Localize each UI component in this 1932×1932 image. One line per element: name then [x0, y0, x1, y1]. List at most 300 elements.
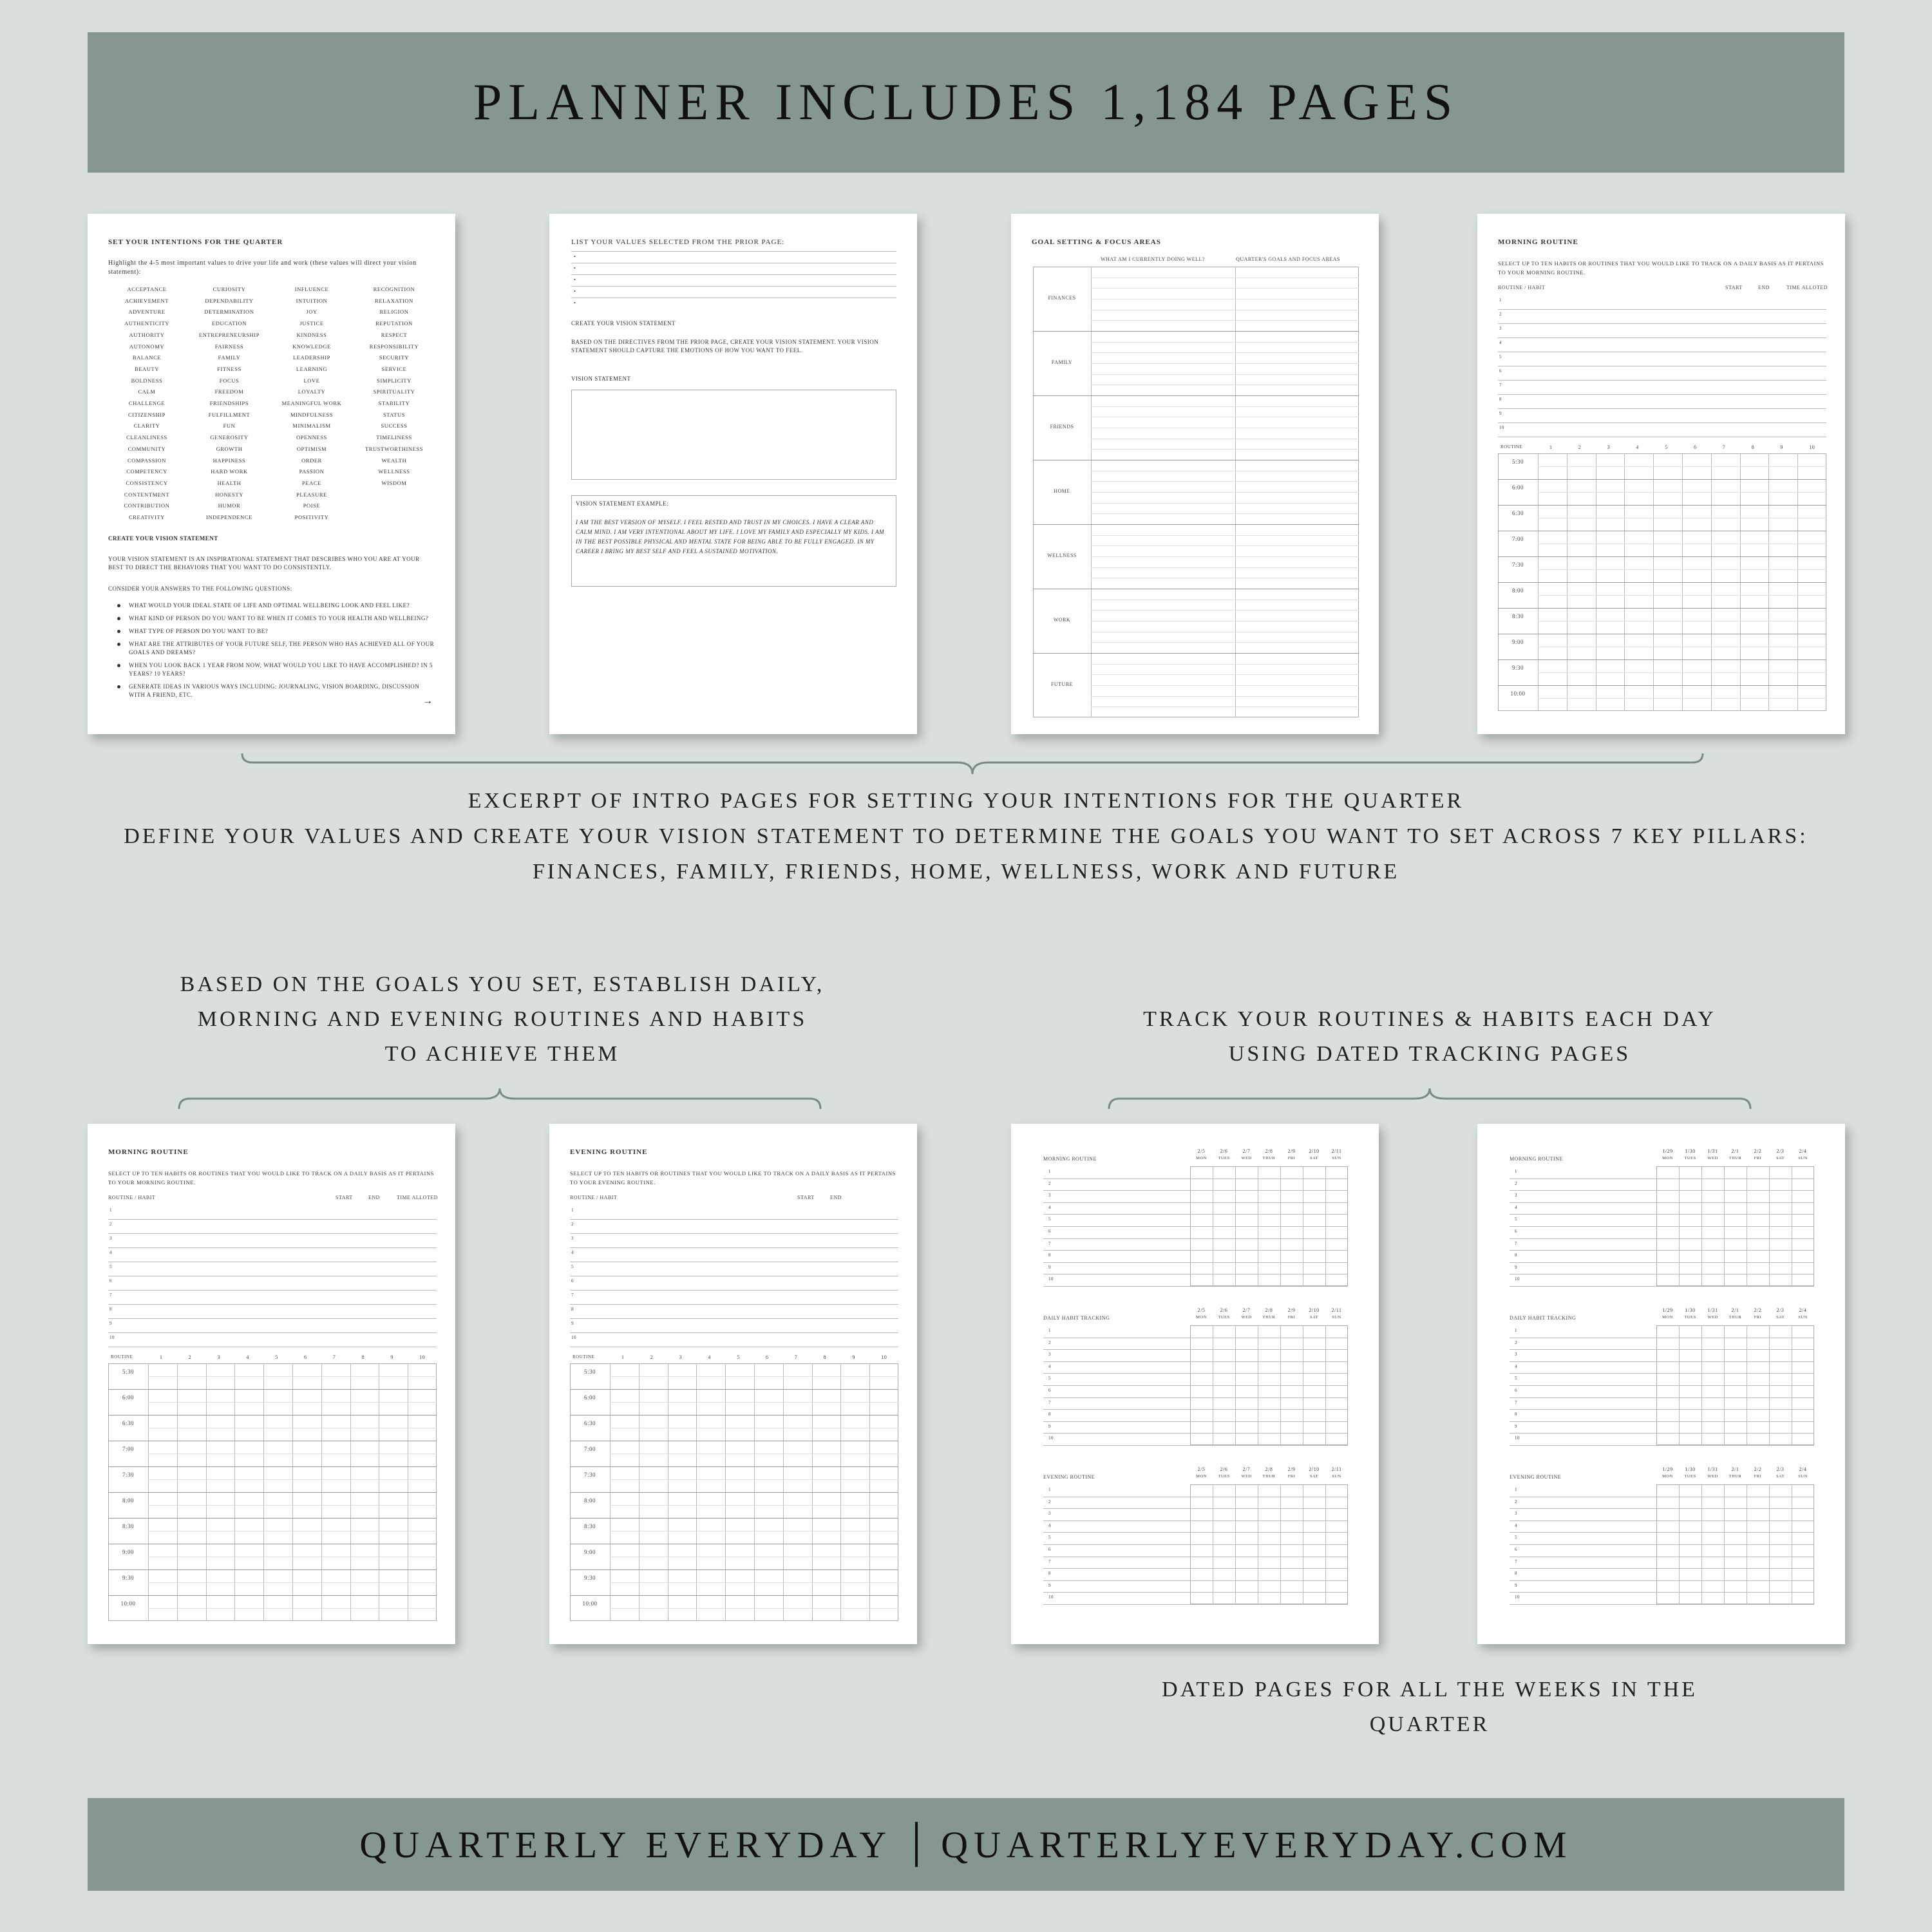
habit-line: [108, 1219, 437, 1220]
tracking-row-line: [1510, 1385, 1814, 1386]
time-label: 9:30: [583, 1575, 596, 1581]
value-word: INTUITION: [296, 297, 328, 304]
tracking-date: 2/10: [1309, 1466, 1320, 1472]
value-word: RECOGNITION: [373, 286, 415, 292]
value-word: CONTRIBUTION: [124, 502, 170, 509]
track-caption-2: USING DATED TRACKING PAGES: [1228, 1042, 1631, 1066]
tracking-day: THUR: [1262, 1474, 1276, 1479]
tracking-row-line: [1510, 1445, 1814, 1446]
vision-example-label: VISION STATEMENT EXAMPLE:: [576, 500, 669, 507]
routines-caption-1: BASED ON THE GOALS YOU SET, ESTABLISH DAILY,: [180, 972, 825, 996]
tracking-row-number: 2: [1515, 1499, 1517, 1504]
routine-col-number: 1: [160, 1354, 163, 1360]
routine-col-number: 5: [1665, 444, 1668, 450]
value-word: COMMUNITY: [128, 445, 166, 452]
goal-row-line: [1091, 449, 1359, 450]
goal-row-line: [1091, 503, 1359, 504]
page-title: PLANNER INCLUDES 1,184 PAGES: [473, 73, 1459, 131]
routine-col-number: 2: [188, 1354, 192, 1360]
routine-description: SELECT UP TO TEN HABITS OR ROUTINES THAT YOU WOULD LIKE TO TRACK ON A DAILY BASIS AS IT PERTAINS TO YOUR MORNING ROUTINE.: [1498, 260, 1824, 276]
question-item: [108, 627, 437, 636]
goal-row-line: [1091, 545, 1359, 546]
habit-number: 8: [109, 1307, 112, 1312]
tracking-section-title: MORNING ROUTINE: [1043, 1156, 1097, 1162]
grid-half-line: [610, 1479, 898, 1480]
tracking-row-number: 9: [1048, 1582, 1051, 1588]
value-word: [353, 490, 435, 500]
goal-row-line: [1091, 610, 1359, 611]
tracking-date: 1/31: [1707, 1466, 1718, 1472]
grid-row-line: [1498, 608, 1826, 609]
routine-col-number: 10: [881, 1354, 887, 1360]
tracking-row-number: 2: [1048, 1340, 1051, 1345]
tracking-row-number: 1: [1048, 1328, 1051, 1333]
question-text: WHAT KIND OF PERSON DO YOU WANT TO BE WHEN IT COMES TO YOUR HEALTH AND WELLBEING?: [129, 615, 429, 621]
goal-section-line: [1033, 331, 1359, 332]
time-label: 8:30: [122, 1523, 134, 1530]
tracking-date: 2/5: [1197, 1148, 1206, 1154]
habit-line: [1498, 337, 1826, 338]
grid-row-line: [108, 1595, 437, 1596]
tracking-row-line: [1043, 1202, 1348, 1203]
value-word: MINDFULNESS: [290, 411, 334, 418]
tracking-row-line: [1043, 1544, 1348, 1545]
time-label: 6:00: [1511, 484, 1524, 491]
grid-row-line: [1498, 479, 1826, 480]
value-word: [353, 513, 435, 522]
value-word: BOLDNESS: [131, 377, 163, 384]
value-line: [571, 286, 896, 287]
routine-col-number: 9: [1780, 444, 1783, 450]
time-label: 5:30: [583, 1368, 596, 1375]
tracking-date: 2/4: [1799, 1148, 1807, 1154]
line-bullet-icon: •: [574, 265, 576, 271]
bullet-icon: [117, 617, 120, 620]
value-word: POSITIVITY: [294, 514, 329, 521]
routine-habit-header: ROUTINE / HABIT: [570, 1195, 618, 1200]
value-word: ENTREPRENEURSHIP: [198, 331, 260, 338]
routine-col-number: 6: [304, 1354, 307, 1360]
value-word: CONTENTMENT: [124, 491, 170, 498]
question-item: [108, 661, 437, 678]
tracking-row-line: [1043, 1433, 1348, 1434]
goal-area-label: WORK: [1053, 617, 1071, 623]
tracking-row-number: 8: [1048, 1253, 1051, 1258]
habit-number: 1: [109, 1208, 112, 1213]
goal-row-line: [1091, 674, 1359, 675]
line-bullet-icon: •: [574, 300, 576, 306]
tracking-row-number: 3: [1515, 1352, 1517, 1358]
goal-row-line: [1091, 685, 1359, 686]
value-word: MEANINGFUL WORK: [281, 400, 342, 407]
tracking-row-line: [1510, 1214, 1814, 1215]
tracking-date: 2/1: [1731, 1307, 1739, 1313]
tracking-row-line: [1043, 1409, 1348, 1410]
routine-col-number: 7: [794, 1354, 798, 1360]
tracking-date: 2/5: [1197, 1307, 1206, 1313]
tracking-row-number: 8: [1048, 1571, 1051, 1577]
intentions-page: [88, 214, 455, 734]
evening-routine-page: [549, 1124, 917, 1644]
tracking-date: 2/2: [1754, 1466, 1762, 1472]
tracking-day: SAT: [1309, 1315, 1319, 1320]
routine-description: SELECT UP TO TEN HABITS OR ROUTINES THAT YOU WOULD LIKE TO TRACK ON A DAILY BASIS AS IT PERTAINS TO YOUR MORNING ROUTINE.: [108, 1170, 435, 1186]
value-word: OPTIMISM: [296, 445, 327, 452]
grid-half-line: [1538, 466, 1826, 467]
routine-col-number: 7: [332, 1354, 336, 1360]
goal-setting-page: [1011, 214, 1379, 734]
header-banner: [88, 32, 1844, 173]
consider-text: CONSIDER YOUR ANSWERS TO THE FOLLOWING QUESTIONS:: [108, 585, 292, 592]
tracking-row-number: 8: [1515, 1412, 1517, 1417]
tracking-row-line: [1510, 1409, 1814, 1410]
tracking-row-number: 10: [1048, 1276, 1054, 1282]
goal-area-label: FAMILY: [1051, 359, 1073, 365]
routine-col-number: 1: [621, 1354, 625, 1360]
value-word: TIMELINESS: [376, 434, 412, 441]
tracking-row-line: [1043, 1397, 1348, 1398]
bullet-icon: [117, 664, 120, 667]
value-word: DEPENDABILITY: [205, 297, 254, 304]
value-word: INDEPENDENCE: [206, 514, 252, 521]
value-word: SPIRITUALITY: [373, 388, 415, 395]
tracking-row-number: 7: [1048, 1399, 1051, 1405]
time-label: 10:00: [582, 1600, 598, 1607]
tracking-section-title: MORNING ROUTINE: [1510, 1156, 1563, 1162]
tracking-row-line: [1510, 1349, 1814, 1350]
tracking-row-number: 5: [1048, 1535, 1051, 1540]
tracking-row-number: 10: [1515, 1595, 1520, 1600]
tracking-row-line: [1043, 1238, 1348, 1239]
tracking-day: SUN: [1332, 1156, 1341, 1160]
question-text: GENERATE IDEAS IN VARIOUS WAYS INCLUDING: JOURNALING, VISION BOARDING, DISCUSSION WITH A FRIEND, ETC.: [129, 683, 420, 698]
habit-number: 8: [1499, 397, 1502, 402]
tracking-day: TUES: [1218, 1474, 1230, 1479]
end-header: END: [1758, 285, 1770, 290]
value-word: HONESTY: [215, 491, 243, 498]
tracking-row-number: 10: [1048, 1595, 1054, 1600]
value-word: SIMPLICITY: [377, 377, 412, 384]
tracking-day: SAT: [1309, 1474, 1319, 1479]
bullet-icon: [117, 604, 120, 607]
routine-grid-label: ROUTINE: [1501, 444, 1523, 450]
tracking-date: 2/11: [1331, 1466, 1342, 1472]
tracking-date: 2/8: [1265, 1466, 1273, 1472]
habit-line: [1498, 394, 1826, 395]
grid-half-line: [610, 1402, 898, 1403]
tracking-date: 2/9: [1287, 1148, 1296, 1154]
line-bullet-icon: •: [574, 277, 576, 283]
footer-banner: [88, 1798, 1844, 1891]
value-word: FREEDOM: [214, 388, 244, 395]
time-label: 10:00: [120, 1600, 136, 1607]
tracking-day: SAT: [1776, 1474, 1785, 1479]
tracking-row-line: [1043, 1373, 1348, 1374]
habit-line: [108, 1247, 437, 1248]
goal-area-label: WELLNESS: [1047, 553, 1077, 558]
value-word: OPENNESS: [296, 434, 327, 441]
tracking-day: THUR: [1262, 1315, 1276, 1320]
tracking-day: WED: [1707, 1474, 1718, 1479]
tracking-day: WED: [1241, 1474, 1252, 1479]
tracking-row-number: 1: [1048, 1169, 1051, 1174]
tracking-row-number: 9: [1048, 1423, 1051, 1429]
routine-col-number: 2: [650, 1354, 654, 1360]
habit-number: 5: [109, 1264, 112, 1269]
tracking-row-line: [1043, 1214, 1348, 1215]
tracking-row-number: 8: [1515, 1253, 1517, 1258]
tracking-row-number: 10: [1515, 1435, 1520, 1441]
tracking-row-line: [1510, 1361, 1814, 1362]
value-word: LOYALTY: [298, 388, 326, 395]
goal-row-line: [1091, 556, 1359, 557]
tracking-section-title: EVENING ROUTINE: [1043, 1474, 1095, 1480]
value-line: [571, 251, 896, 252]
tracking-day: MON: [1196, 1474, 1207, 1479]
question-text: WHEN YOU LOOK BACK 1 YEAR FROM NOW, WHAT WOULD YOU LIKE TO HAVE ACCOMPLISHED? IN 5 YEARS? 10 YEARS?: [129, 662, 433, 677]
tracking-row-number: 3: [1515, 1511, 1517, 1517]
tracking-row-number: 3: [1048, 1193, 1051, 1198]
vision-statement-box[interactable]: [571, 390, 896, 480]
tracking-date: 2/3: [1776, 1307, 1785, 1313]
routines-brace: [179, 1087, 820, 1110]
routine-title: EVENING ROUTINE: [570, 1148, 648, 1156]
goal-row-line: [1091, 664, 1359, 665]
grid-row-line: [108, 1466, 437, 1467]
goal-row-line: [1091, 352, 1359, 353]
routine-title: MORNING ROUTINE: [108, 1148, 189, 1156]
habit-number: 5: [571, 1264, 574, 1269]
next-arrow-icon: →: [422, 696, 433, 706]
habit-number: 8: [571, 1307, 574, 1312]
habit-number: 4: [571, 1250, 574, 1255]
tracking-row-number: 7: [1515, 1399, 1517, 1405]
tracking-date: 2/6: [1220, 1307, 1228, 1313]
tracking-row-number: 5: [1048, 1376, 1051, 1381]
tracking-row-line: [1510, 1508, 1814, 1509]
tracking-day: TUES: [1684, 1156, 1696, 1160]
tracking-day: THUR: [1262, 1156, 1276, 1160]
tracking-row-line: [1043, 1421, 1348, 1422]
tracking-page-week-b: [1477, 1124, 1845, 1644]
grid-half-line: [1538, 672, 1826, 673]
values-list: [106, 285, 435, 522]
value-word: WEALTH: [381, 457, 407, 464]
tracking-day: SUN: [1332, 1474, 1341, 1479]
routine-habit-header: ROUTINE / HABIT: [108, 1195, 156, 1200]
brand-url[interactable]: QUARTERLYEVERYDAY.COM: [941, 1823, 1573, 1866]
habit-line: [108, 1290, 437, 1291]
tracking-date: 2/5: [1197, 1466, 1206, 1472]
tracking-row-line: [1510, 1250, 1814, 1251]
goal-setting-title: GOAL SETTING & FOCUS AREAS: [1032, 238, 1161, 246]
tracking-day: FRI: [1754, 1474, 1762, 1479]
goal-area-label: HOME: [1054, 488, 1070, 494]
value-word: LOVE: [303, 377, 320, 384]
grid-half-line: [148, 1479, 437, 1480]
tracking-row-line: [1043, 1262, 1348, 1263]
tracking-row-line: [1510, 1604, 1814, 1605]
tracking-date: 1/30: [1685, 1148, 1696, 1154]
morning-routine-page-2: [88, 1124, 455, 1644]
tracking-row-number: 4: [1048, 1522, 1051, 1528]
time-label: 7:00: [1511, 536, 1524, 542]
routine-col-number: 6: [1694, 444, 1697, 450]
tracking-date: 2/7: [1242, 1307, 1251, 1313]
value-word: KNOWLEDGE: [292, 343, 331, 350]
time-label: 6:00: [583, 1394, 596, 1401]
tracking-row-number: 1: [1515, 1328, 1517, 1333]
grid-half-line: [610, 1505, 898, 1506]
tracking-section-title: DAILY HABIT TRACKING: [1510, 1315, 1577, 1321]
tracking-date: 2/2: [1754, 1307, 1762, 1313]
tracking-date: 2/4: [1799, 1466, 1807, 1472]
value-word: FULFILLMENT: [208, 411, 251, 418]
tracking-day: FRI: [1287, 1315, 1296, 1320]
routine-col-number: 3: [1607, 444, 1611, 450]
value-word: MINIMALISM: [292, 422, 331, 430]
tracking-row-number: 2: [1048, 1499, 1051, 1504]
tracking-date: 2/3: [1776, 1466, 1785, 1472]
goal-section-line: [1033, 395, 1359, 396]
habit-number: 3: [571, 1236, 574, 1241]
doing-well-header: WHAT AM I CURRENTLY DOING WELL?: [1101, 256, 1205, 262]
time-label: 9:00: [1511, 639, 1524, 645]
vision-page: [549, 214, 917, 734]
tracking-row-line: [1510, 1226, 1814, 1227]
grid-half-line: [148, 1582, 437, 1583]
tracking-date: 2/3: [1776, 1148, 1785, 1154]
tracking-date: 1/31: [1707, 1148, 1718, 1154]
grid-half-line: [1538, 698, 1826, 699]
grid-half-line: [610, 1376, 898, 1377]
habit-line: [1498, 309, 1826, 310]
value-word: WISDOM: [381, 479, 407, 486]
tracking-day: SAT: [1776, 1315, 1785, 1320]
habit-number: 6: [109, 1278, 112, 1283]
time-label: 9:30: [1511, 665, 1524, 671]
tracking-row-number: 9: [1515, 1264, 1517, 1270]
value-word: LEADERSHIP: [293, 354, 330, 361]
goal-row-line: [1091, 363, 1359, 364]
tracking-row-number: 6: [1048, 1388, 1051, 1393]
tracking-date: 2/6: [1220, 1148, 1228, 1154]
time-label: 8:30: [1511, 613, 1524, 620]
habit-number: 7: [1499, 383, 1502, 388]
routine-col-number: 8: [361, 1354, 365, 1360]
value-word: ACHIEVEMENT: [125, 297, 169, 304]
time-label: 9:30: [122, 1575, 134, 1581]
tracking-date: 2/9: [1287, 1466, 1296, 1472]
habit-line: [570, 1318, 898, 1319]
tracking-row-number: 6: [1515, 1547, 1517, 1552]
grid-row-line: [570, 1492, 898, 1493]
habit-line: [108, 1304, 437, 1305]
grid-row-line: [1498, 659, 1826, 660]
tracking-row-number: 1: [1048, 1487, 1051, 1492]
tracking-row-number: 9: [1515, 1582, 1517, 1588]
routine-col-number: 2: [1578, 444, 1582, 450]
line-bullet-icon: •: [574, 254, 576, 260]
tracking-row-line: [1510, 1592, 1814, 1593]
value-word: TRUSTWORTHINESS: [365, 445, 424, 452]
grid-row-line: [1498, 505, 1826, 506]
habit-line: [570, 1304, 898, 1305]
value-word: WELLNESS: [378, 468, 410, 475]
tracking-date: 2/10: [1309, 1148, 1320, 1154]
question-text: WHAT WOULD YOUR IDEAL STATE OF LIFE AND OPTIMAL WELLBEING LOOK AND FEEL LIKE?: [129, 602, 410, 609]
routine-col-number: 3: [679, 1354, 683, 1360]
tracking-date: 2/11: [1331, 1148, 1342, 1154]
value-word: INFLUENCE: [294, 286, 329, 292]
tracking-row-line: [1510, 1238, 1814, 1239]
tracking-date: 2/9: [1287, 1307, 1296, 1313]
question-text: WHAT ARE THE ATTRIBUTES OF YOUR FUTURE SELF, THE PERSON WHO HAS ACHIEVED ALL OF YOUR GOALS AND DREAMS?: [129, 641, 435, 656]
bullet-icon: [117, 685, 120, 688]
habit-number: 4: [1499, 340, 1502, 345]
habit-number: 6: [1499, 368, 1502, 374]
track-caption-1: TRACK YOUR ROUTINES & HABITS EACH DAY: [1143, 1007, 1716, 1031]
time-label: 6:30: [1511, 510, 1524, 516]
tracking-date: 2/11: [1331, 1307, 1342, 1313]
grid-row-line: [108, 1415, 437, 1416]
value-word: [353, 501, 435, 511]
tracking-day: TUES: [1218, 1315, 1230, 1320]
vision-create-body: BASED ON THE DIRECTIVES FROM THE PRIOR PAGE, CREATE YOUR VISION STATEMENT. YOUR VISION STATEMENT SHOULD CAPTURE THE EMOTIONS OF HOW YOU WANT TO FEEL.: [571, 339, 879, 354]
create-vision-body: YOUR VISION STATEMENT IS AN INSPIRATIONAL STATEMENT THAT DESCRIBES WHO YOU ARE AT YOUR BEST TO DIRECT THE BEHAVIORS THAT YOU WANT TO DO CONSISTENTLY.: [108, 556, 420, 571]
tracking-row-number: 9: [1515, 1423, 1517, 1429]
routine-col-number: 10: [419, 1354, 426, 1360]
goal-row-line: [1091, 342, 1359, 343]
tracking-row-number: 8: [1515, 1571, 1517, 1577]
value-word: EDUCATION: [211, 320, 247, 327]
value-word: RESPECT: [381, 331, 408, 338]
goal-section-line: [1033, 524, 1359, 525]
grid-row-line: [1498, 685, 1826, 686]
value-word: SECURITY: [379, 354, 410, 361]
routine-col-number: 4: [708, 1354, 711, 1360]
goal-section-line: [1033, 653, 1359, 654]
tracking-row-line: [1043, 1385, 1348, 1386]
tracking-row-line: [1043, 1250, 1348, 1251]
value-word: CLEANLINESS: [126, 434, 167, 441]
time-label: 7:30: [1511, 562, 1524, 568]
tracking-section-title: EVENING ROUTINE: [1510, 1474, 1562, 1480]
grid-row-line: [570, 1595, 898, 1596]
goal-row-line: [1091, 535, 1359, 536]
value-word: AUTONOMY: [129, 343, 165, 350]
habit-number: 4: [109, 1250, 112, 1255]
tracking-row-number: 5: [1515, 1535, 1517, 1540]
tracking-row-number: 9: [1048, 1264, 1051, 1270]
time-label: 6:00: [122, 1394, 134, 1401]
habit-line: [570, 1247, 898, 1248]
grid-row-line: [1498, 556, 1826, 557]
tracking-row-number: 7: [1048, 1558, 1051, 1564]
time-label: 5:30: [1511, 459, 1524, 465]
routine-col-number: 5: [737, 1354, 740, 1360]
routine-col-number: 9: [852, 1354, 855, 1360]
tracking-row-line: [1510, 1373, 1814, 1374]
goal-row-line: [1091, 406, 1359, 407]
time-label: 9:00: [583, 1549, 596, 1555]
habit-line: [570, 1332, 898, 1333]
tracking-row-number: 3: [1515, 1193, 1517, 1198]
habit-number: 9: [1499, 411, 1502, 416]
value-word: FAMILY: [218, 354, 241, 361]
value-word: STABILITY: [378, 400, 410, 407]
value-word: FAIRNESS: [214, 343, 244, 350]
